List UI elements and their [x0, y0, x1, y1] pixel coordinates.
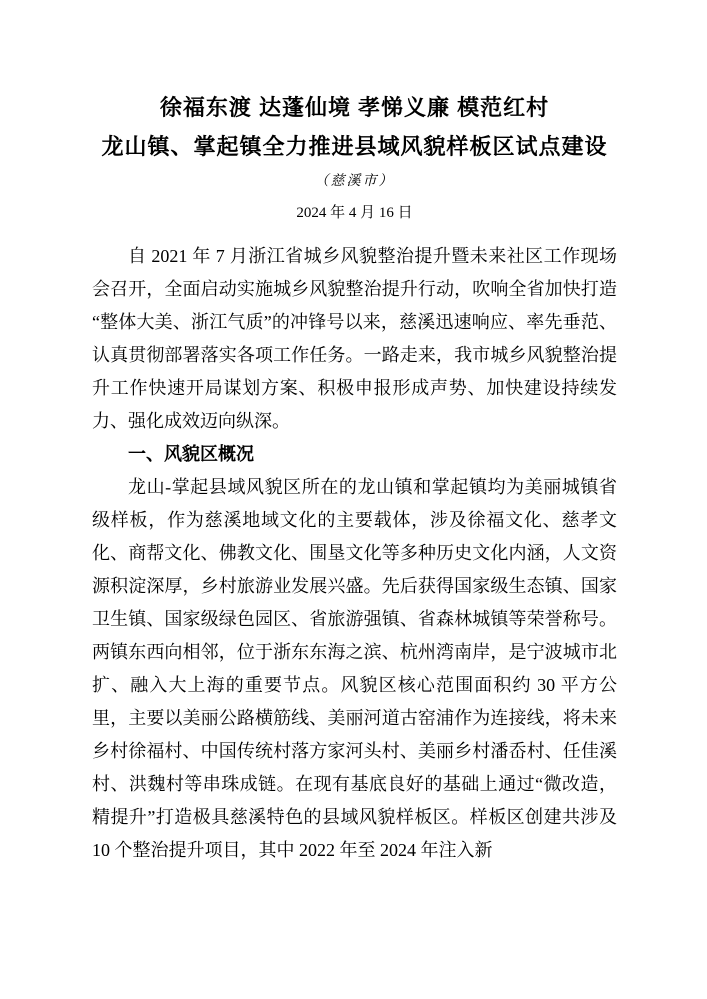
body-paragraph: 龙山-掌起县域风貌区所在的龙山镇和掌起镇均为美丽城镇省级样板，作为慈溪地域文化的主要载体，涉及徐福文化、慈孝文化、商帮文化、佛教文化、围垦文化等多种历史文化内涵，人文资源积淀深厚，乡村旅游业发展兴盛。先后获得国家级生态镇、国家卫生镇、国家级绿色园区、省旅游强镇、省森林城镇等荣誉称号。两镇东西向相邻，位于浙东东海之滨、杭州湾南岸，是宁波城市北扩、融入大上海的重要节点。风貌区核心范围面积约 30 平方公里，主要以美丽公路横筋线、美丽河道古窑浦作为连接线，将未来乡村徐福村、中国传统村落方家河头村、美丽乡村潘岙村、任佳溪村、洪魏村等串珠成链。在现有基底良好的基础上通过“微改造，精提升”打造极具慈溪特色的县域风貌样板区。样板区创建共涉及 10 个整治提升项目，其中 2022 年至 2024 年注入新: [92, 477, 617, 860]
document-title-line-1: 徐福东渡 达蓬仙境 孝悌义廉 模范红村: [159, 95, 550, 120]
section-heading: 一、风貌区概况: [128, 444, 254, 464]
document-body: [92, 240, 617, 867]
document-title-line-2: 龙山镇、掌起镇全力推进县域风貌样板区试点建设: [101, 134, 608, 159]
document-issuer: （慈溪市）: [314, 174, 395, 189]
document-date: 2024 年 4 月 16 日: [296, 205, 413, 221]
body-paragraph: 自 2021 年 7 月浙江省城乡风貌整治提升暨未来社区工作现场会召开，全面启动实施城乡风貌整治提升行动，吹响全省加快打造“整体大美、浙江气质”的冲锋号以来，慈溪迅速响应、率先垂范、认真贯彻部署落实各项工作任务。一路走来，我市城乡风貌整治提升工作快速开局谋划方案、积极申报形成声势、加快建设持续发力、强化成效迈向纵深。: [92, 246, 617, 431]
